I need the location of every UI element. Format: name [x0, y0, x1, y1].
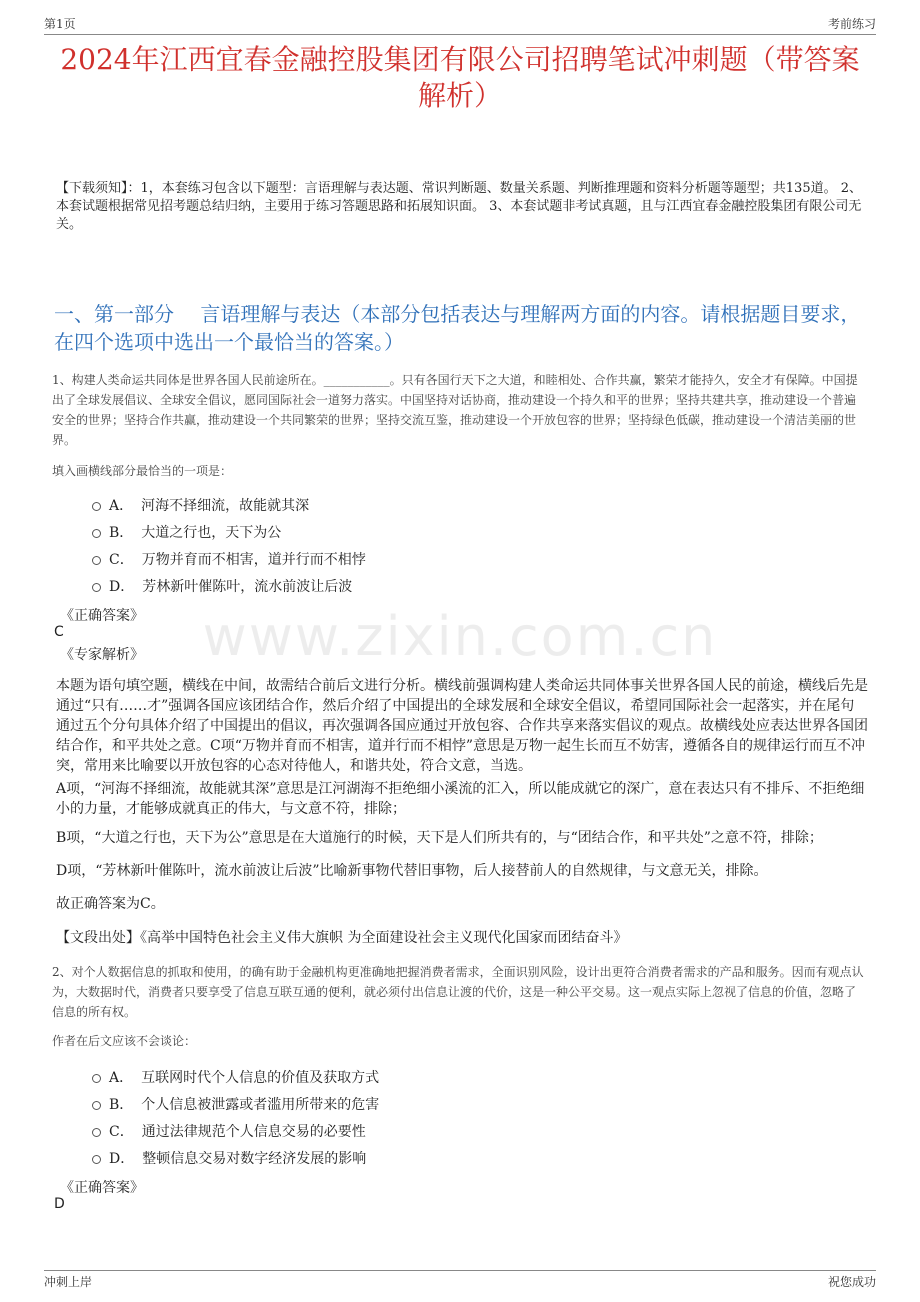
question-1-option-c[interactable]: C． 万物并育而不相害，道并行而不相悖	[92, 545, 366, 572]
radio-icon[interactable]	[92, 1128, 101, 1137]
question-2-option-d[interactable]: D． 整顿信息交易对数字经济发展的影响	[92, 1144, 379, 1171]
question-1-options	[92, 491, 366, 599]
analysis-paragraph: B项，“大道之行也，天下为公”意思是在大道施行的时候，天下是人们所共有的，与“团结合作，和平共处”之意不符，排除；	[56, 830, 823, 846]
analysis-paragraph: A项，“河海不择细流，故能就其深”意思是江河湖海不拒绝细小溪流的汇入，所以能成就它的深广，意在表达只有不排斥、不拒绝细小的力量，才能够成就真正的伟大，与文意不符，排除；	[56, 781, 865, 817]
footer-right-label: 祝您成功	[827, 1275, 876, 1289]
question-2-text: 2、对个人数据信息的抓取和使用，的确有助于金融机构更准确地把握消费者需求，全面识别风险，设计出更符合消费者需求的产品和服务。因而有观点认为，大数据时代，消费者只要享受了信息互联互通的便利，就必须付出信息让渡的代价，这是一种公平交易。这一观点实际上忽视了信息的价值，忽略了信息的所有权。	[52, 965, 864, 1019]
radio-icon[interactable]	[92, 583, 101, 592]
answer-label: 《正确答案》	[60, 1180, 144, 1196]
radio-icon[interactable]	[92, 556, 101, 565]
question-2-options	[92, 1063, 379, 1171]
analysis-paragraph: 本题为语句填空题，横线在中间，故需结合前后文进行分析。横线前强调构建人类命运共同体事关世界各国人民的前途，横线后先是通过“只有……才”强调各国应该团结合作，然后介绍了中国提出的全球发展和全球安全倡议，希望同国际社会一起落实，并在尾句通过五个分句具体介绍了中国提出的倡议，再次强调各国应通过开放包容、合作共享来落实倡议的观点。故横线处应表达世界各国团结合作，和平共处之意。C项“万物并育而不相害，道并行而不相悖”意思是万物一起生长而互不妨害，遵循各自的规律运行而互不冲突，常用来比喻要以开放包容的心态对待他人，和谐共处，符合文意，当选。	[56, 678, 868, 774]
answer-value: D	[54, 1196, 65, 1212]
watermark: www.zixin.com.cn	[202, 605, 718, 668]
question-2-option-a[interactable]: A． 互联网时代个人信息的价值及获取方式	[92, 1063, 379, 1090]
question-2-prompt: 作者在后文应该不会谈论：	[52, 1034, 197, 1048]
analysis-paragraph: D项，“芳林新叶催陈叶，流水前波让后波”比喻新事物代替旧事物，后人接替前人的自然规律，与文意无关，排除。	[56, 863, 768, 879]
radio-icon[interactable]	[92, 1155, 101, 1164]
source-citation: 【文段出处】《高举中国特色社会主义伟大旗帜 为全面建设社会主义现代化国家而团结奋斗》	[56, 930, 628, 946]
question-2-option-c[interactable]: C． 通过法律规范个人信息交易的必要性	[92, 1117, 379, 1144]
header-label: 考前练习	[827, 17, 876, 31]
question-1-prompt: 填入画横线部分最恰当的一项是：	[52, 464, 233, 478]
footer-left-label: 冲刺上岸	[44, 1275, 93, 1289]
analysis-label: 《专家解析》	[60, 647, 144, 663]
radio-icon[interactable]	[92, 529, 101, 538]
question-1-text: 1、构建人类命运共同体是世界各国人民前途所在。___________。只有各国行天下之大道，和睦相处、合作共赢，繁荣才能持久，安全才有保障。中国提出了全球发展倡议、全球安全倡议，愿同国际社会一道努力落实。中国坚持对话协商，推动建设一个持久和平的世界；坚持共建共享，推动建设一个普遍安全的世界；坚持合作共赢，推动建设一个共同繁荣的世界；坚持交流互鉴，推动建设一个开放包容的世界；坚持绿色低碳，推动建设一个清洁美丽的世界。	[52, 373, 858, 447]
question-1-blank: ___________	[323, 373, 390, 387]
radio-icon[interactable]	[92, 1101, 101, 1110]
question-2-option-b[interactable]: B． 个人信息被泄露或者滥用所带来的危害	[92, 1090, 379, 1117]
section-heading: 一、第一部分 言语理解与表达（本部分包括表达与理解两方面的内容。请根据题目要求，在四个选项中选出一个最恰当的答案。）	[54, 302, 861, 354]
answer-label: 《正确答案》	[60, 608, 144, 624]
question-1-option-a[interactable]: A． 河海不择细流，故能就其深	[92, 491, 366, 518]
question-1-option-b[interactable]: B． 大道之行也，天下为公	[92, 518, 366, 545]
radio-icon[interactable]	[92, 502, 101, 511]
page-header	[44, 12, 876, 35]
document-title: 2024年江西宜春金融控股集团有限公司招聘笔试冲刺题（带答案解析）	[60, 43, 860, 112]
page-number: 第1页	[44, 17, 76, 31]
question-1-option-d[interactable]: D． 芳林新叶催陈叶，流水前波让后波	[92, 572, 366, 599]
radio-icon[interactable]	[92, 1074, 101, 1083]
answer-value: C	[54, 624, 64, 640]
page-footer	[44, 1270, 876, 1291]
analysis-conclusion: 故正确答案为C。	[56, 896, 165, 912]
download-notice: 【下载须知】：1，本套练习包含以下题型：言语理解与表达题、常识判断题、数量关系题、判断推理题和资料分析题等题型；共135道。 2、本套试题根据常见招考题总结归纳，主要用于练习答题思路和拓展知识面。 3、本套试题非考试真题，且与江西宜春金融控股集团有限公司无关。	[56, 181, 862, 232]
